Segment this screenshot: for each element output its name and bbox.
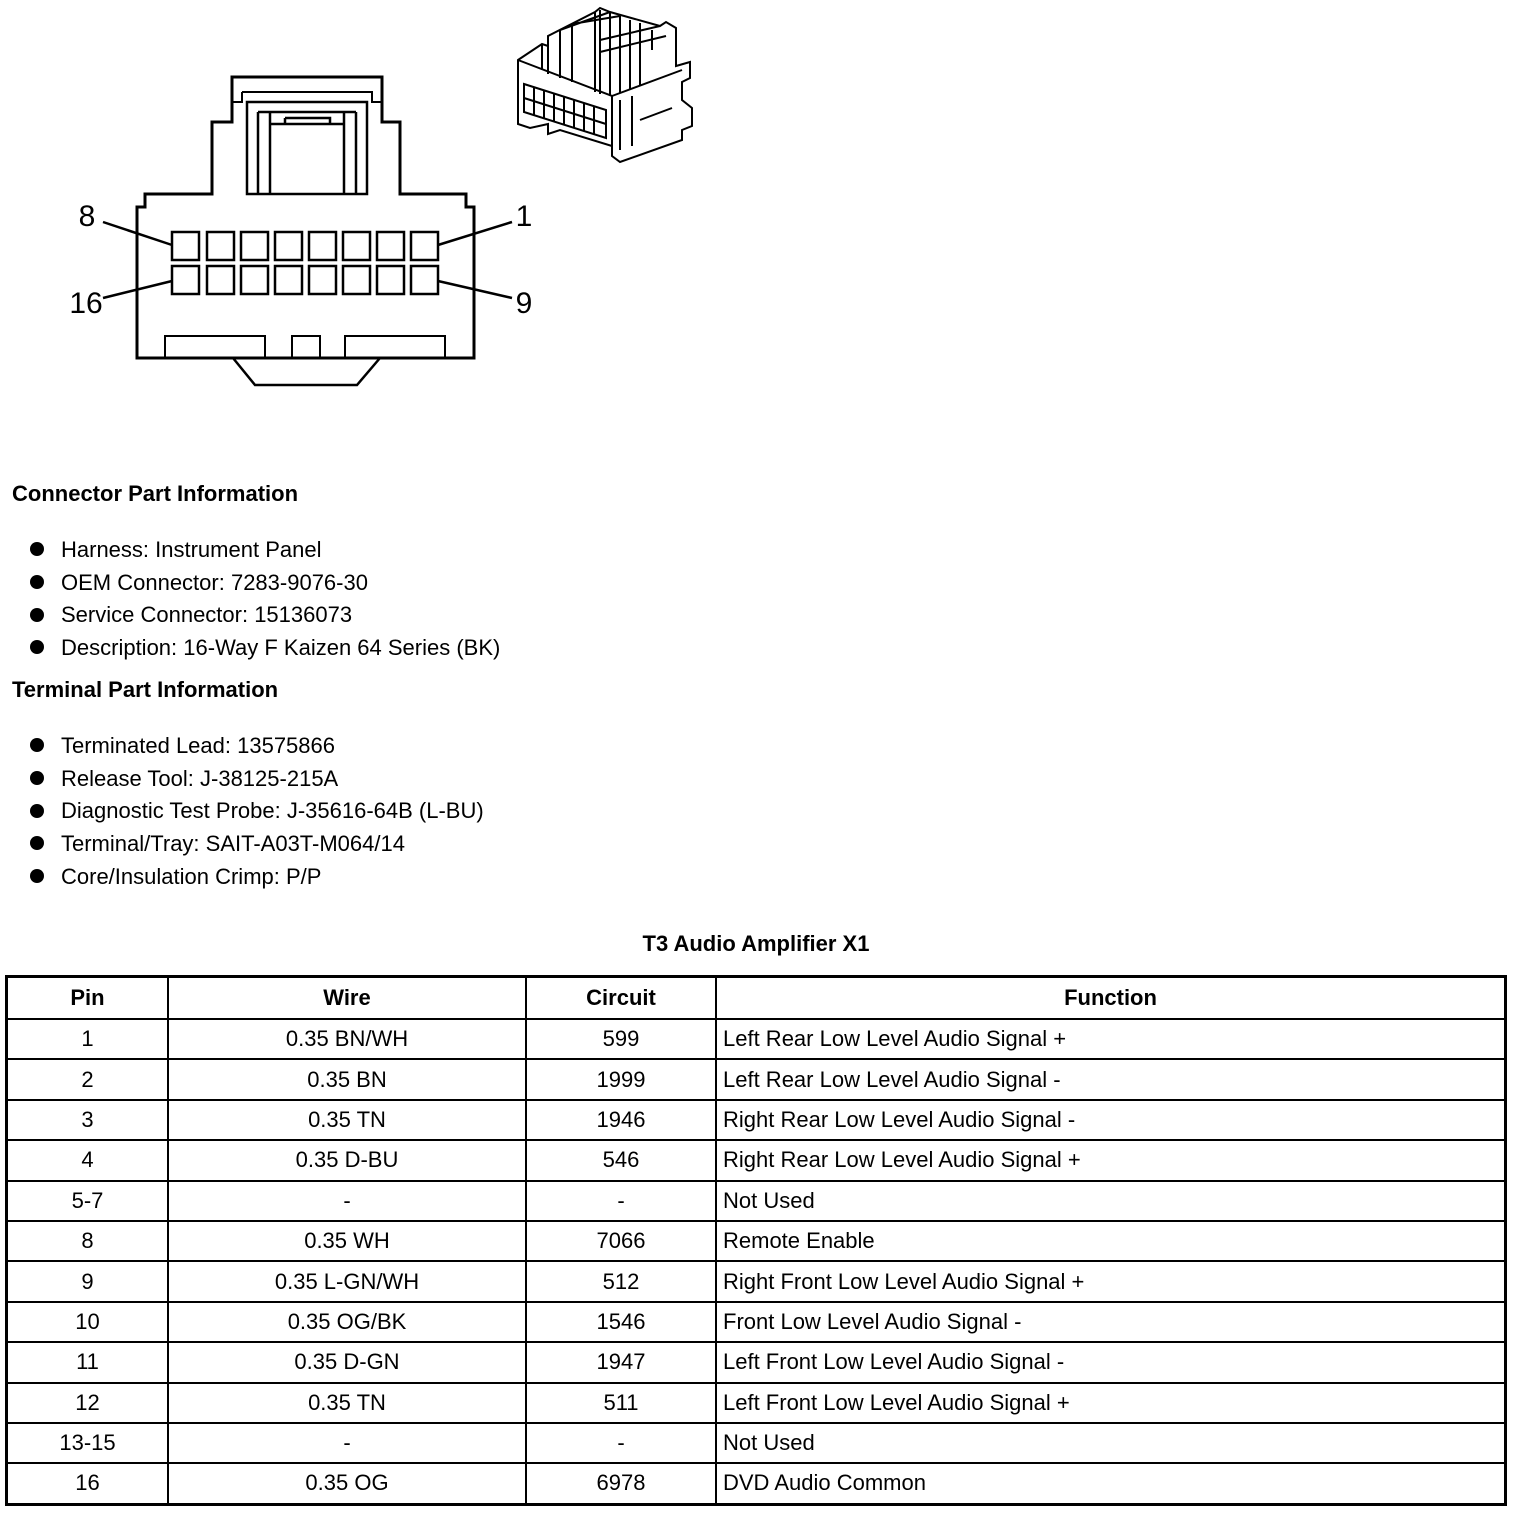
cell-pin: 11 — [7, 1342, 169, 1382]
bullet-icon — [30, 640, 44, 654]
connector-info-list — [28, 534, 500, 665]
cell-pin: 4 — [7, 1140, 169, 1180]
table-row — [7, 1302, 1506, 1342]
connector-diagram — [0, 0, 720, 400]
cell-circuit: 1947 — [526, 1342, 716, 1382]
cell-pin: 1 — [7, 1019, 169, 1059]
pin-label-1: 1 — [515, 200, 533, 233]
cell-circuit: - — [526, 1181, 716, 1221]
bullet-icon — [30, 804, 44, 818]
table-row — [7, 1423, 1506, 1463]
cell-function: Not Used — [716, 1181, 1506, 1221]
cell-wire: 0.35 OG — [168, 1463, 526, 1504]
header-circuit: Circuit — [526, 977, 716, 1020]
cell-circuit: 511 — [526, 1383, 716, 1423]
pin-leader-lines — [103, 222, 512, 298]
cell-pin: 16 — [7, 1463, 169, 1504]
cell-function: Right Front Low Level Audio Signal + — [716, 1261, 1506, 1301]
header-wire: Wire — [168, 977, 526, 1020]
header-pin: Pin — [7, 977, 169, 1020]
cell-wire: 0.35 L-GN/WH — [168, 1261, 526, 1301]
table-header-row — [7, 977, 1506, 1020]
table-row — [7, 1100, 1506, 1140]
cell-function: Left Front Low Level Audio Signal - — [716, 1342, 1506, 1382]
cell-wire: 0.35 OG/BK — [168, 1302, 526, 1342]
terminal-info-list — [28, 730, 484, 893]
pin-cavities — [172, 232, 438, 294]
bullet-icon — [30, 836, 44, 850]
cell-function: Left Front Low Level Audio Signal + — [716, 1383, 1506, 1423]
list-item: Harness: Instrument Panel — [28, 534, 500, 567]
list-item: Terminated Lead: 13575866 — [28, 730, 484, 763]
list-item: Description: 16-Way F Kaizen 64 Series (BK) — [28, 632, 500, 665]
cell-wire: - — [168, 1423, 526, 1463]
cell-function: Right Rear Low Level Audio Signal - — [716, 1100, 1506, 1140]
bullet-icon — [30, 869, 44, 883]
cell-circuit: - — [526, 1423, 716, 1463]
cell-circuit: 1546 — [526, 1302, 716, 1342]
list-item: Release Tool: J-38125-215A — [28, 763, 484, 796]
bullet-icon — [30, 771, 44, 785]
cell-pin: 9 — [7, 1261, 169, 1301]
table-row — [7, 1019, 1506, 1059]
bullet-icon — [30, 608, 44, 622]
cell-function: DVD Audio Common — [716, 1463, 1506, 1504]
list-item: Terminal/Tray: SAIT-A03T-M064/14 — [28, 828, 484, 861]
cell-function: Right Rear Low Level Audio Signal + — [716, 1140, 1506, 1180]
cell-wire: 0.35 TN — [168, 1383, 526, 1423]
cell-pin: 2 — [7, 1059, 169, 1099]
list-item: Service Connector: 15136073 — [28, 599, 500, 632]
pin-label-16: 16 — [69, 287, 103, 320]
connector-info-heading: Connector Part Information — [12, 481, 299, 506]
cell-function: Left Rear Low Level Audio Signal - — [716, 1059, 1506, 1099]
cell-wire: 0.35 D-GN — [168, 1342, 526, 1382]
pin-label-8: 8 — [78, 200, 96, 233]
cell-wire: 0.35 TN — [168, 1100, 526, 1140]
cell-wire: 0.35 BN — [168, 1059, 526, 1099]
terminal-info-heading: Terminal Part Information — [12, 677, 279, 702]
table-row — [7, 1181, 1506, 1221]
cell-pin: 13-15 — [7, 1423, 169, 1463]
cell-pin: 5-7 — [7, 1181, 169, 1221]
table-row — [7, 1342, 1506, 1382]
bullet-icon — [30, 738, 44, 752]
connector-bottom-keys — [165, 336, 445, 358]
table-row — [7, 1383, 1506, 1423]
cell-circuit: 7066 — [526, 1221, 716, 1261]
cell-pin: 3 — [7, 1100, 169, 1140]
cell-circuit: 1999 — [526, 1059, 716, 1099]
header-function: Function — [716, 977, 1506, 1020]
cell-circuit: 599 — [526, 1019, 716, 1059]
cell-function: Not Used — [716, 1423, 1506, 1463]
cell-circuit: 512 — [526, 1261, 716, 1301]
cell-wire: 0.35 D-BU — [168, 1140, 526, 1180]
pinout-table — [5, 975, 1507, 1506]
bullet-icon — [30, 542, 44, 556]
bullet-icon — [30, 575, 44, 589]
table-row — [7, 1221, 1506, 1261]
connector-isometric-view — [518, 8, 692, 162]
table-row — [7, 1463, 1506, 1504]
cell-circuit: 6978 — [526, 1463, 716, 1504]
cell-wire: - — [168, 1181, 526, 1221]
list-item: Core/Insulation Crimp: P/P — [28, 861, 484, 894]
table-row — [7, 1140, 1506, 1180]
table-row — [7, 1261, 1506, 1301]
list-item: OEM Connector: 7283-9076-30 — [28, 567, 500, 600]
table-row — [7, 1059, 1506, 1099]
locking-latch — [247, 102, 367, 194]
cell-circuit: 1946 — [526, 1100, 716, 1140]
cell-wire: 0.35 WH — [168, 1221, 526, 1261]
list-item: Diagnostic Test Probe: J-35616-64B (L-BU) — [28, 795, 484, 828]
cell-function: Remote Enable — [716, 1221, 1506, 1261]
cell-function: Front Low Level Audio Signal - — [716, 1302, 1506, 1342]
cell-wire: 0.35 BN/WH — [168, 1019, 526, 1059]
cell-pin: 8 — [7, 1221, 169, 1261]
pinout-table-body — [7, 1019, 1506, 1504]
pin-label-9: 9 — [515, 287, 533, 320]
cell-pin: 12 — [7, 1383, 169, 1423]
table-title: T3 Audio Amplifier X1 — [642, 931, 870, 956]
cell-function: Left Rear Low Level Audio Signal + — [716, 1019, 1506, 1059]
cell-circuit: 546 — [526, 1140, 716, 1180]
cell-pin: 10 — [7, 1302, 169, 1342]
